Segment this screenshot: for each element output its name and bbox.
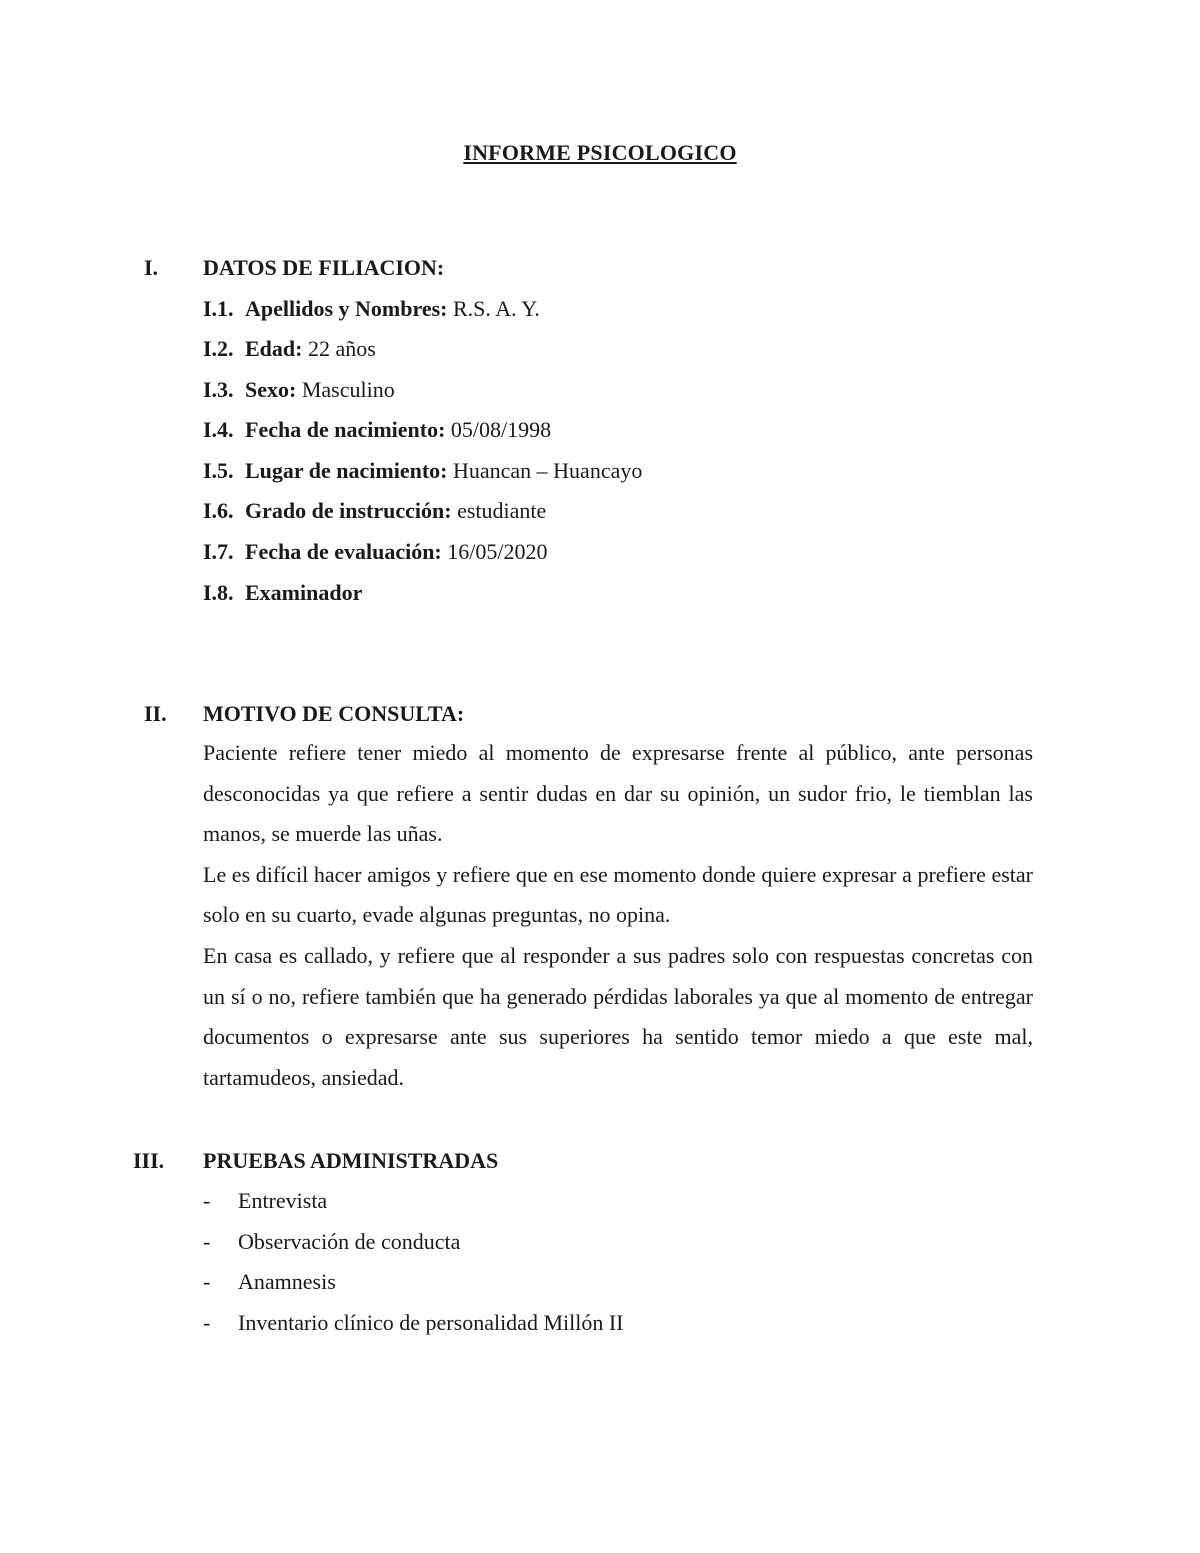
item-label: Examinador <box>245 580 363 605</box>
item-value: estudiante <box>451 498 547 523</box>
item-number: I.3. <box>203 377 234 402</box>
item-label: Apellidos y Nombres: <box>245 296 448 321</box>
item-number: I.5. <box>203 458 234 483</box>
filiation-item-birthplace <box>203 458 642 484</box>
list-item <box>203 1303 624 1344</box>
section-1-number: I. <box>144 255 159 280</box>
item-value: 22 años <box>302 336 376 361</box>
item-number: I.6. <box>203 498 234 523</box>
item-value: 16/05/2020 <box>441 539 548 564</box>
item-value: R.S. A. Y. <box>447 296 540 321</box>
bullet-dash: - <box>203 1309 211 1335</box>
paragraph: En casa es callado, y refiere que al responder a sus padres solo con respuestas concretas con un sí o no, refiere también que ha generado pérdidas laborales ya que al momento de entregar documentos o expresarse ante sus superiores ha sentido temor miedo a que este mal, tartamudeos, ansiedad. <box>203 942 1033 1090</box>
list-item <box>203 1222 624 1263</box>
item-label: Edad: <box>245 336 303 361</box>
list-item-text: Inventario clínico de personalidad Millón II <box>238 1309 624 1335</box>
item-number: I.7. <box>203 539 234 564</box>
item-value: 05/08/1998 <box>445 417 552 442</box>
list-item-text: Anamnesis <box>238 1269 336 1295</box>
item-number: I.4. <box>203 417 234 442</box>
filiation-item-examiner <box>203 580 362 606</box>
paragraph: Le es difícil hacer amigos y refiere que en ese momento donde quiere expresar a prefiere estar solo en su cuarto, evade algunas preguntas, no opina. <box>203 861 1033 928</box>
item-label: Lugar de nacimiento: <box>245 458 448 483</box>
item-value: Masculino <box>296 377 395 402</box>
section-1-heading: DATOS DE FILIACION: <box>203 255 445 280</box>
filiation-item-name <box>203 296 540 322</box>
item-number: I.1. <box>203 296 234 321</box>
item-label: Fecha de evaluación: <box>245 539 442 564</box>
list-item-text: Entrevista <box>238 1188 328 1213</box>
bullet-dash: - <box>203 1228 211 1254</box>
bullet-dash: - <box>203 1269 211 1295</box>
filiation-item-birthdate <box>203 417 551 443</box>
section-3-number: III. <box>133 1148 165 1173</box>
item-number: I.8. <box>203 580 234 605</box>
consultation-reason-text <box>203 733 1033 1098</box>
section-3-heading: PRUEBAS ADMINISTRADAS <box>203 1148 499 1173</box>
section-2-heading: MOTIVO DE CONSULTA: <box>203 701 465 726</box>
item-label: Grado de instrucción: <box>245 498 452 523</box>
item-label: Sexo: <box>245 377 297 402</box>
list-item-text: Observación de conducta <box>238 1228 461 1254</box>
section-2-number: II. <box>144 701 167 726</box>
document-title: INFORME PSICOLOGICO <box>463 140 737 165</box>
filiation-item-education <box>203 498 546 524</box>
item-label: Fecha de nacimiento: <box>245 417 446 442</box>
filiation-item-age <box>203 336 376 362</box>
item-value: Huancan – Huancayo <box>447 458 643 483</box>
bullet-dash: - <box>203 1188 211 1213</box>
tests-list <box>203 1181 624 1343</box>
filiation-item-sex <box>203 377 395 403</box>
list-item <box>203 1181 624 1222</box>
list-item <box>203 1262 624 1303</box>
filiation-item-eval-date <box>203 539 548 565</box>
item-number: I.2. <box>203 336 234 361</box>
paragraph: Paciente refiere tener miedo al momento de expresarse frente al público, ante personas desconocidas ya que refiere a sentir dudas en dar su opinión, un sudor frio, le tiemblan las manos, se muerde las uñas. <box>203 740 1033 847</box>
